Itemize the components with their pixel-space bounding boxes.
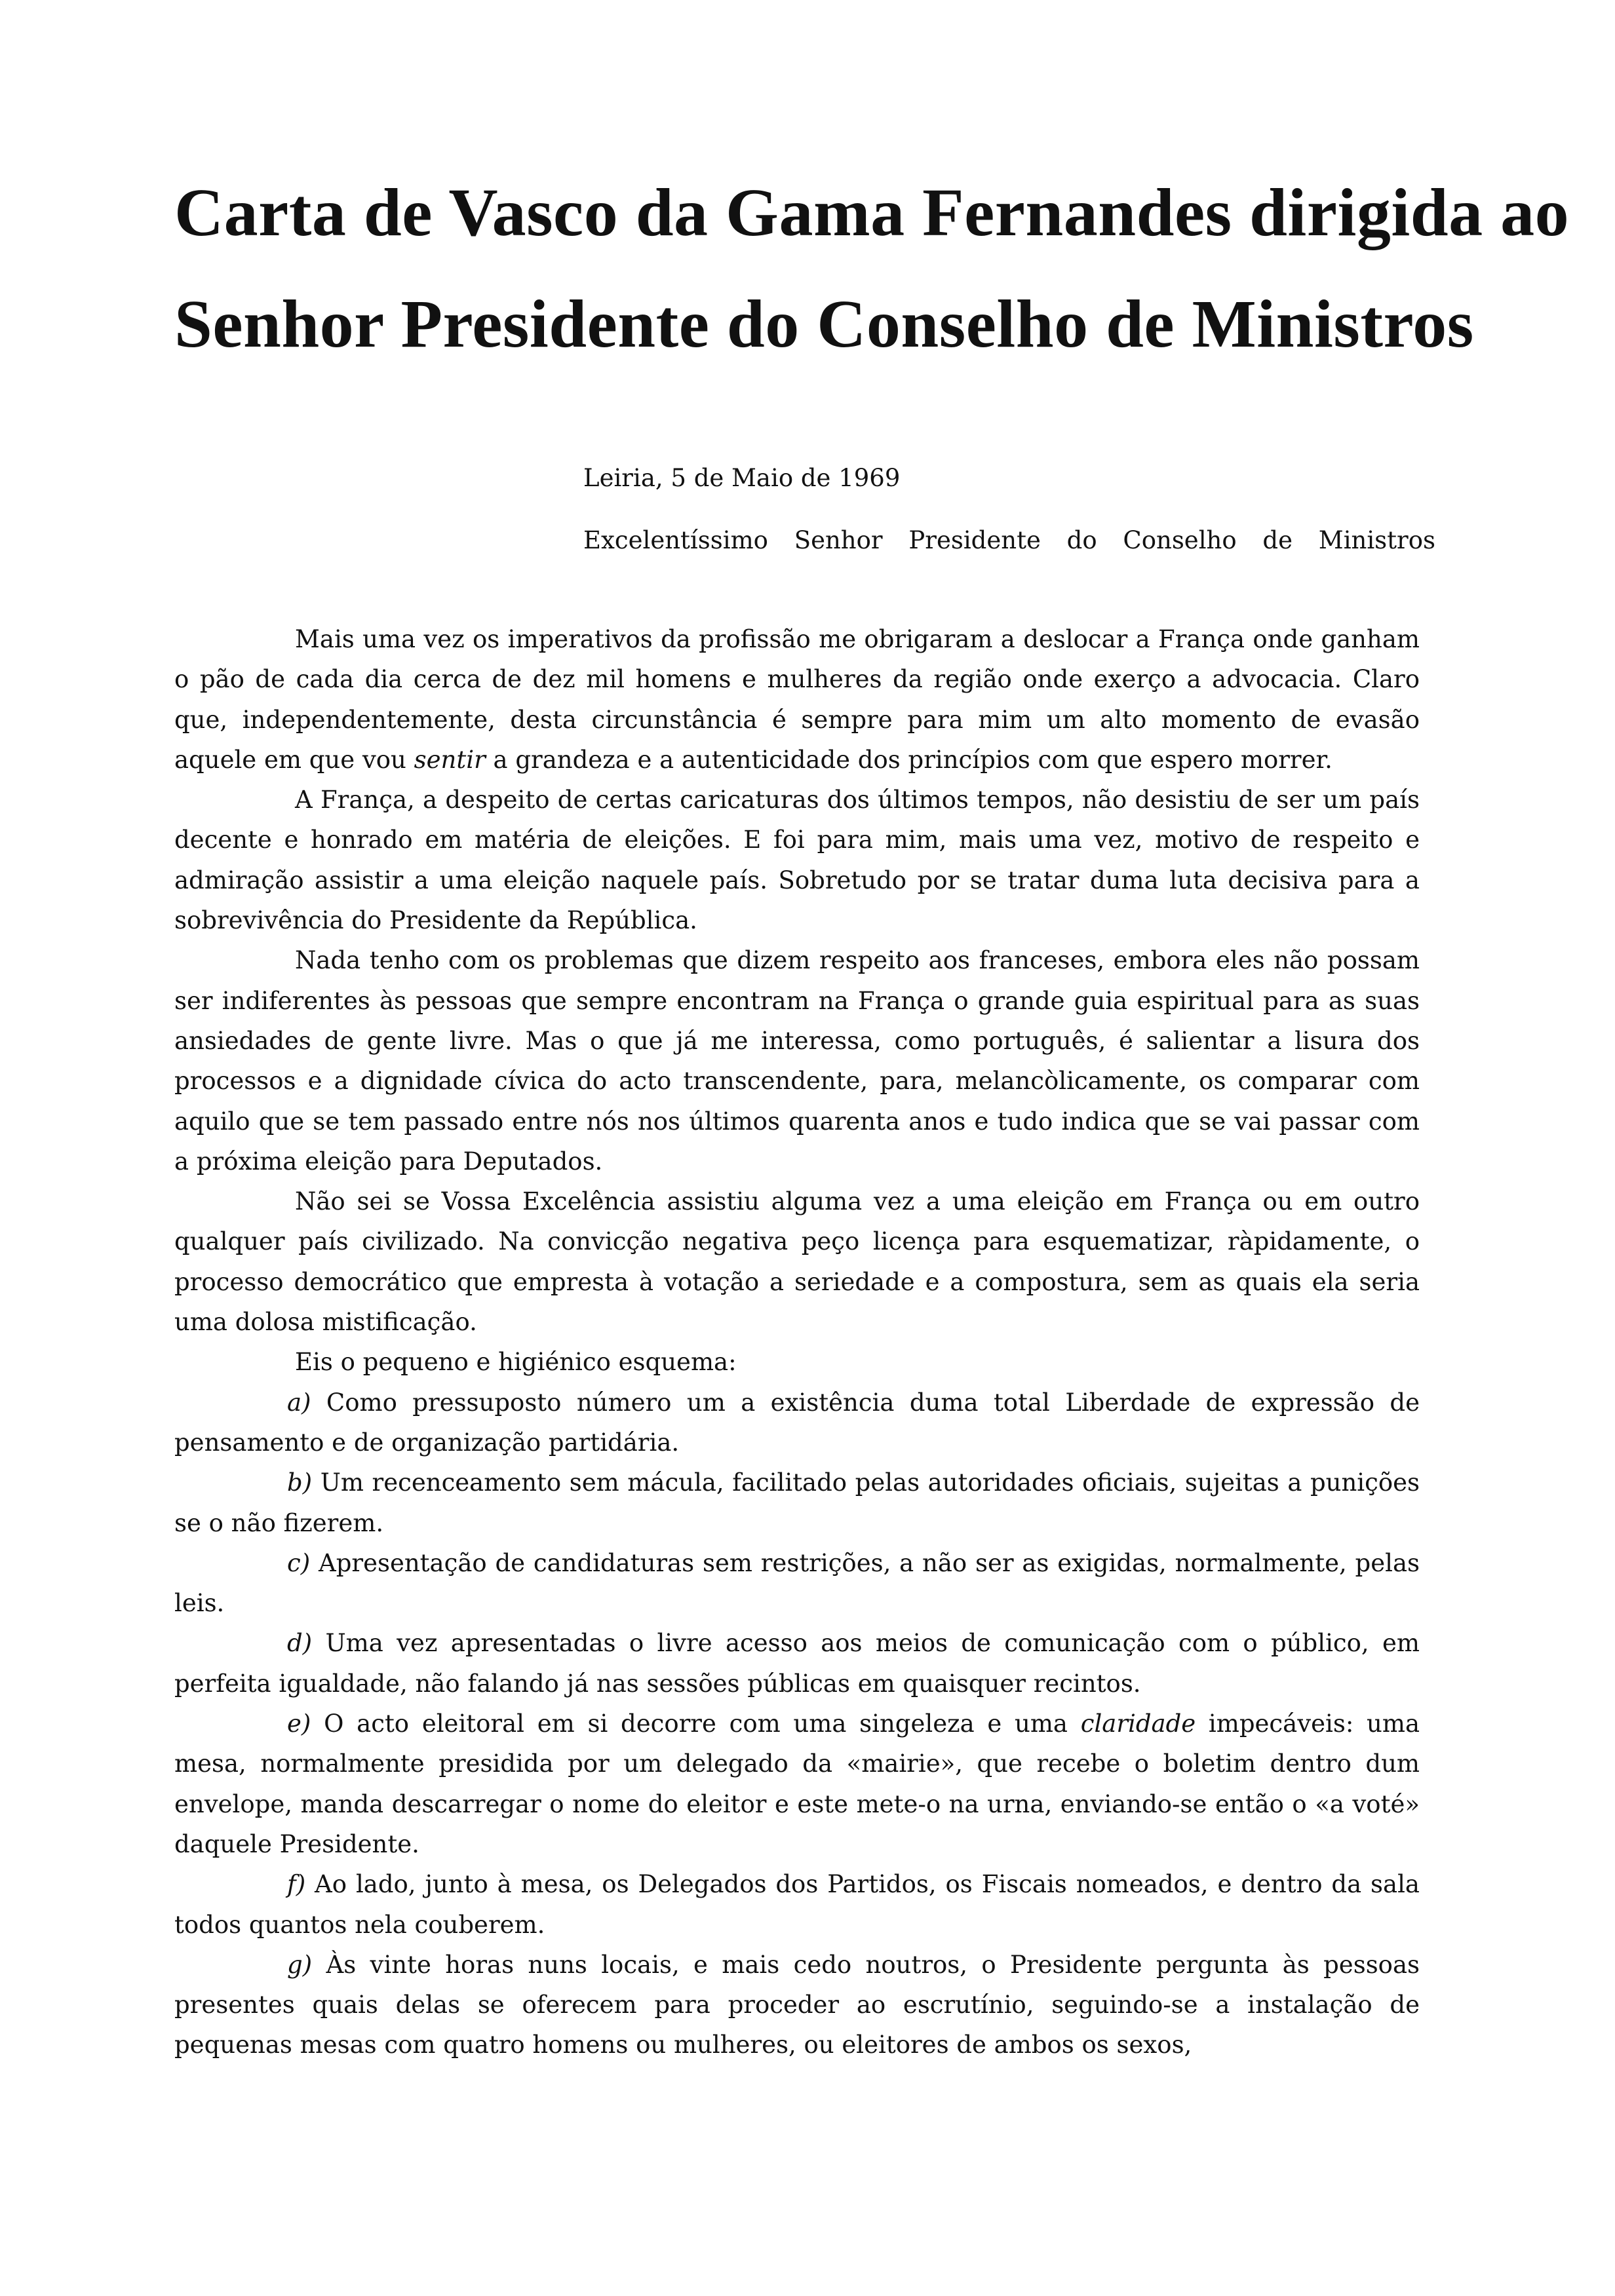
item-text: Um recenceamento sem mácula, facilitado pelas autoridades oficiais, sujeitas a punições se o não fizerem. xyxy=(174,1468,1420,1537)
item-letter: a) xyxy=(287,1388,311,1417)
title-line-2: Senhor Presidente do Conselho de Ministros xyxy=(174,286,1474,362)
item-letter: c) xyxy=(287,1548,311,1577)
item-text: Uma vez apresentadas o livre acesso aos meios de comunicação com o público, em perfeita igualdade, não falando já nas sessões públicas em quaisquer recintos. xyxy=(174,1629,1420,1698)
item-text: O acto eleitoral em si decorre com uma singeleza e uma xyxy=(324,1710,1081,1738)
title-line-1: Carta de Vasco da Gama Fernandes dirigida ao xyxy=(174,175,1570,250)
list-item xyxy=(174,1623,1420,1704)
document-title xyxy=(174,157,1570,380)
letter-body xyxy=(174,619,1420,2065)
list-item xyxy=(174,1704,1420,1864)
paragraph xyxy=(174,619,1420,780)
item-letter: g) xyxy=(287,1950,313,1979)
item-text: Como pressuposto número um a existência duma total Liberdade de expressão de pensamento e de organização partidária. xyxy=(174,1388,1420,1457)
list-item xyxy=(174,1543,1420,1624)
letter-date: Leiria, 5 de Maio de 1969 xyxy=(583,464,901,492)
item-text: Às vinte horas nuns locais, e mais cedo noutros, o Presidente pergunta às pessoas presentes quais delas se oferecem para proceder ao escrutínio, seguindo-se a instalação de pequenas mesas com quatro homens ou mulheres, ou eleitores de ambos os sexos, xyxy=(174,1950,1420,2059)
paragraph: A França, a despeito de certas caricaturas dos últimos tempos, não desistiu de ser um país decente e honrado em matéria de eleições. E foi para mim, mais uma vez, motivo de respeito e admiração assistir a uma eleição naquele país. Sobretudo por se tratar duma luta decisiva para a sobrevivência do Presidente da República. xyxy=(174,786,1420,935)
paragraph-text: Mais uma vez os imperativos da profissão me obrigaram a deslocar a França onde ganham o pão de cada dia cerca de dez mil homens e mulheres da região onde exerço a advocacia. Claro que, independentemente, desta circunstância é sempre para mim um alto momento de evasão aquele em que vou xyxy=(174,625,1420,774)
item-letter: e) xyxy=(287,1710,311,1738)
paragraph: Eis o pequeno e higiénico esquema: xyxy=(295,1348,737,1377)
list-item xyxy=(174,1463,1420,1543)
item-text: Ao lado, junto à mesa, os Delegados dos Partidos, os Fiscais nomeados, e dentro da sala todos quantos nela couberem. xyxy=(174,1870,1420,1939)
item-text: impecáveis: uma mesa, normalmente presidida por um delegado da «mairie», que recebe o boletim dentro dum envelope, manda descarregar o nome do eleitor e este mete-o na urna, enviando-se então o «a voté» daquele Presidente. xyxy=(174,1710,1420,1858)
paragraph: Não sei se Vossa Excelência assistiu alguma vez a uma eleição em França ou em outro qualquer país civilizado. Na convicção negativa peço licença para esquematizar, ràpidamente, o processo democrático que empresta à votação a seriedade e a compostura, sem as quais ela seria uma dolosa mistificação. xyxy=(174,1187,1420,1337)
emphasis-text: sentir xyxy=(414,745,486,774)
item-letter: b) xyxy=(287,1468,313,1497)
list-item xyxy=(174,1945,1420,2065)
list-item xyxy=(174,1864,1420,1945)
list-item xyxy=(174,1383,1420,1463)
paragraph: Nada tenho com os problemas que dizem respeito aos franceses, embora eles não possam ser indiferentes às pessoas que sempre encontram na França o grande guia espiritual para as suas ansiedades de gente livre. Mas o que já me interessa, como português, é salientar a lisura dos processos e a dignidade cívica do acto transcendente, para, melancòlicamente, os comparar com aquilo que se tem passado entre nós nos últimos quarenta anos e tudo indica que se vai passar com a próxima eleição para Deputados. xyxy=(174,946,1420,1176)
letter-salutation: Excelentíssimo Senhor Presidente do Conselho de Ministros xyxy=(583,526,1435,554)
item-letter: d) xyxy=(287,1629,313,1658)
emphasis-text: claridade xyxy=(1080,1710,1196,1738)
item-text: Apresentação de candidaturas sem restrições, a não ser as exigidas, normalmente, pelas leis. xyxy=(174,1548,1420,1618)
paragraph-text: a grandeza e a autenticidade dos princípios com que espero morrer. xyxy=(485,745,1333,774)
item-letter: f) xyxy=(287,1870,306,1899)
